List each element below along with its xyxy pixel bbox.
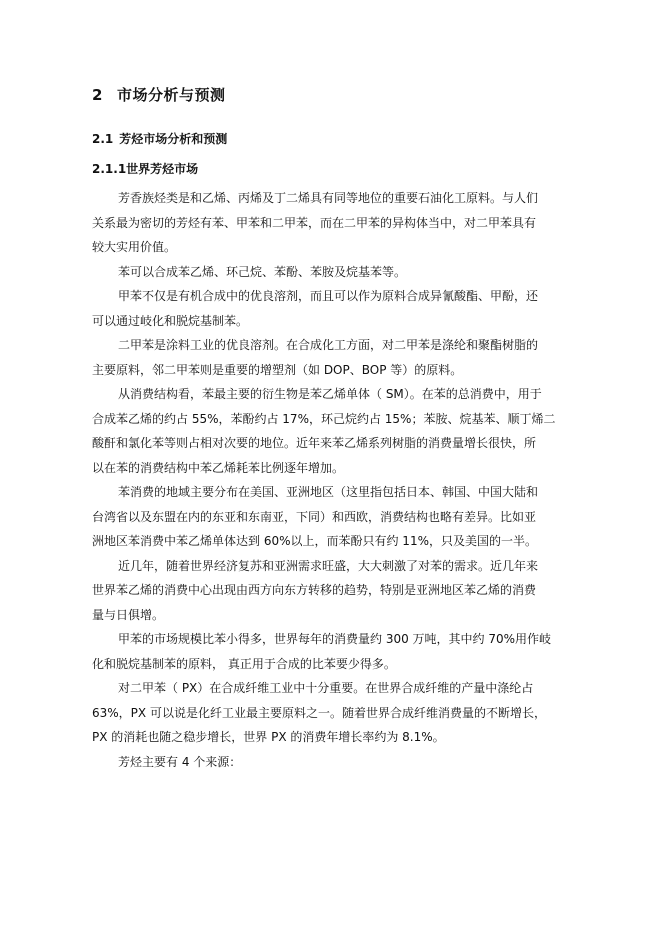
paragraph-line: 从消费结构看，苯最主要的衍生物是苯乙烯单体（ SM）。在苯的总消费中，用于: [118, 387, 542, 401]
paragraph-line: 量与日俱增。: [92, 607, 165, 622]
paragraph-line: 63%，PX 可以说是化纤工业最主要原料之一。随着世界合成纤维消费量的不断增长，: [92, 705, 546, 720]
paragraph-line: 芳香族烃类是和乙烯、丙烯及丁二烯具有同等地位的重要石油化工原料。与人们: [118, 191, 539, 205]
subsection-title: 2.1.1世界芳烃市场: [92, 162, 199, 176]
paragraph: [92, 750, 612, 775]
paragraph-line: PX 的消耗也随之稳步增长，世界 PX 的消费年增长率约为 8.1%。: [92, 730, 445, 744]
paragraph-line: 甲苯的市场规模比苯小得多，世界每年的消费量约 300 万吨，其中约 70%用作岐: [118, 632, 552, 646]
paragraph: [92, 554, 612, 628]
paragraph-line: 世界苯乙烯的消费中心出现由西方向东方转移的趋势，特别是亚洲地区苯乙烯的消费: [92, 583, 537, 597]
paragraph-line: 台湾省以及东盟在内的东亚和东南亚，下同）和西欧，消费结构也略有差异。比如亚: [92, 509, 537, 524]
paragraph: [92, 260, 612, 285]
paragraph-line: 较大实用价值。: [92, 240, 177, 254]
section-title: 芳烃市场分析和预测: [119, 132, 228, 146]
section-heading: [92, 130, 227, 147]
paragraph: [92, 676, 612, 750]
paragraph-line: 甲苯不仅是有机合成中的优良溶剂，而且可以作为原料合成异氰酸酯、甲酚，还: [118, 289, 539, 303]
paragraph: [92, 480, 612, 554]
paragraph-line: 苯消费的地域主要分布在美国、亚洲地区（这里指包括日本、韩国、中国大陆和: [118, 485, 539, 499]
paragraph: [92, 186, 612, 260]
paragraph-line: 合成苯乙烯的约占 55%，苯酚约占 17%，环己烷约占 15%；苯胺、烷基苯、顺丁烯二: [92, 411, 556, 426]
chapter-heading: [92, 84, 225, 105]
paragraph-line: 可以通过岐化和脱烷基制苯。: [92, 313, 249, 328]
paragraph-line: 以在苯的消费结构中苯乙烯耗苯比例逐年增加。: [92, 460, 345, 475]
paragraph-line: 化和脱烷基制苯的原料， 真正用于合成的比苯要少得多。: [92, 656, 396, 671]
paragraph-line: 对二甲苯（ PX）在合成纤维工业中十分重要。在世界合成纤维的产量中涤纶占: [118, 681, 534, 695]
paragraph-line: 二甲苯是涂料工业的优良溶剂。在合成化工方面，对二甲苯是涤纶和聚酯树脂的: [118, 338, 539, 352]
paragraph-line: 酸酐和氯化苯等则占相对次要的地位。近年来苯乙烯系列树脂的消费量增长很快，所: [92, 436, 537, 450]
chapter-number: 2: [92, 86, 103, 104]
paragraph: [92, 284, 612, 333]
paragraph-line: 苯可以合成苯乙烯、环己烷、苯酚、苯胺及烷基苯等。: [118, 264, 407, 279]
section-number: 2.1: [92, 132, 114, 146]
paragraph: [92, 627, 612, 676]
body-text: [92, 186, 612, 774]
paragraph: [92, 333, 612, 382]
paragraph-line: 关系最为密切的芳烃有苯、甲苯和二甲苯，而在二甲苯的异构体当中，对二甲苯具有: [92, 215, 537, 230]
paragraph-line: 洲地区苯消费中苯乙烯单体达到 60%以上，而苯酚只有约 11%，只及美国的一半。: [92, 534, 537, 548]
paragraph-line: 芳烃主要有 4 个来源：: [118, 754, 242, 769]
chapter-title: 市场分析与预测: [116, 86, 226, 104]
paragraph-line: 近几年，随着世界经济复苏和亚洲需求旺盛，大大刺激了对苯的需求。近几年来: [118, 558, 539, 573]
paragraph-line: 主要原料，邻二甲苯则是重要的增塑剂（如 DOP、BOP 等）的原料。: [92, 362, 463, 377]
paragraph: [92, 382, 612, 480]
subsection-heading: [92, 160, 198, 177]
